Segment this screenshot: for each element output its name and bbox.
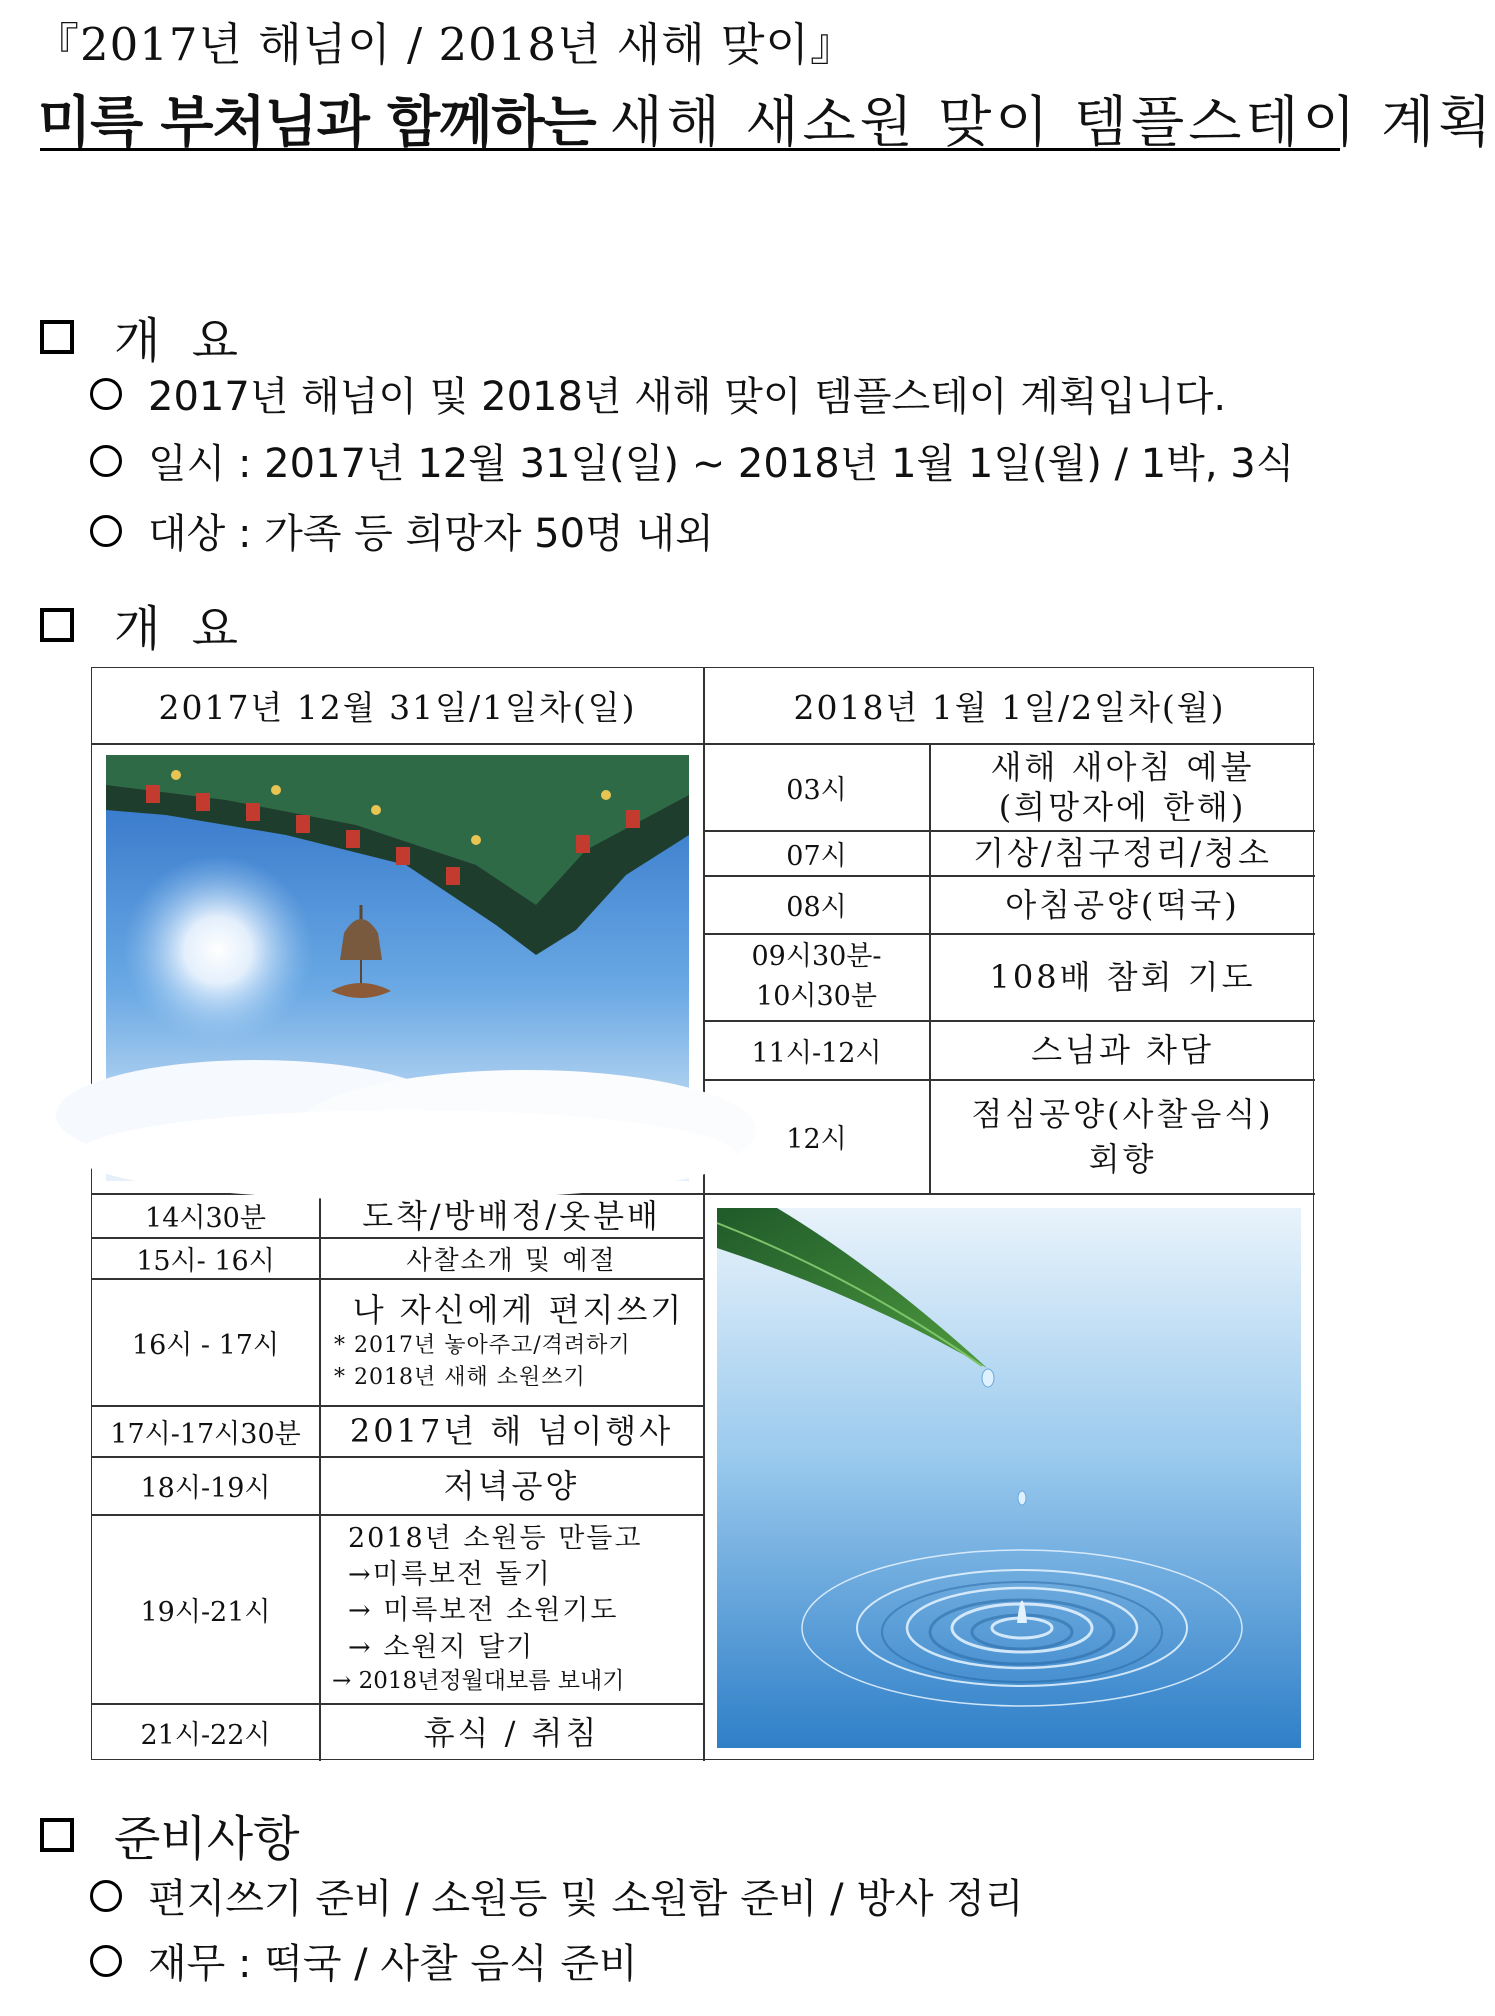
day1-header: 2017년 12월 31일/1일차(일)	[158, 688, 637, 727]
day1-activity: 휴식 / 취침	[423, 1713, 600, 1752]
day1-time: 17시-17시30분	[110, 1418, 301, 1450]
schedule-table	[91, 667, 1314, 1760]
day2-time: 12시	[786, 1124, 847, 1155]
day2-time: 11시-12시	[751, 1037, 882, 1069]
square-bullet-icon	[40, 320, 74, 354]
day2-header: 2018년 1월 1일/2일차(월)	[793, 688, 1226, 727]
day2-activity: 점심공양(사찰음식) 회향	[971, 1094, 1274, 1178]
day1-time: 14시30분	[145, 1203, 266, 1234]
day2-activity: 새해 새아침 예불 (희망자에 한해)	[990, 748, 1255, 826]
circle-bullet-icon	[90, 515, 122, 547]
document-subtitle: 『2017년 해넘이 / 2018년 새해 맞이』	[34, 18, 856, 71]
square-bullet-icon	[40, 608, 74, 642]
circle-bullet-icon	[90, 1945, 122, 1977]
day1-activity: 나 자신에게 편지쓰기 * 2017년 놓아주고/격려하기 * 2018년 새해 소원쓰기	[334, 1291, 685, 1390]
day2-time: 07시	[786, 840, 847, 872]
day2-time: 09시30분- 10시30분	[751, 940, 882, 1012]
title-underline	[40, 148, 1340, 151]
day1-time: 19시-21시	[140, 1596, 271, 1628]
square-bullet-icon	[40, 1818, 74, 1852]
circle-bullet-icon	[90, 1880, 122, 1912]
preparation-item: 편지쓰기 준비 / 소원등 및 소원함 준비 / 방사 정리	[90, 1867, 1024, 1924]
title-bold-part: 미륵 부처님과 함께하는	[38, 90, 596, 154]
day2-activity: 기상/침구정리/청소	[973, 834, 1272, 872]
day1-activity: 도착/방배정/옷분배	[362, 1196, 661, 1235]
day2-activity: 108배 참회 기도	[989, 958, 1256, 996]
overview-heading: 개 요	[40, 302, 246, 371]
overview-item: 대상 : 가족 등 희망자 50명 내외	[90, 502, 714, 559]
day2-time: 03시	[786, 774, 847, 806]
title-rest-part: 새해 새소원 맞이 템플스테이 계획	[609, 90, 1495, 154]
overview-item: 일시 : 2017년 12월 31일(일) ~ 2018년 1월 1일(월) / 1박, 3식	[90, 432, 1294, 489]
day2-activity: 아침공양(떡국)	[1005, 885, 1240, 924]
day2-activity: 스님과 차담	[1031, 1031, 1214, 1069]
day1-time: 16시 - 17시	[131, 1329, 280, 1361]
circle-bullet-icon	[90, 378, 122, 410]
overview-item: 2017년 해넘이 및 2018년 새해 맞이 템플스테이 계획입니다.	[90, 365, 1226, 422]
day1-time: 21시-22시	[140, 1720, 271, 1751]
schedule-heading: 개 요	[40, 590, 246, 659]
water-droplet-photo	[717, 1208, 1301, 1748]
document-title	[38, 78, 1495, 157]
day1-time: 18시-19시	[140, 1473, 271, 1504]
circle-bullet-icon	[90, 445, 122, 477]
temple-eaves-photo	[106, 755, 689, 1181]
day1-activity: 2018년 소원등 만들고 →미륵보전 돌기 → 미륵보전 소원기도 → 소원지 달기 → 2018년정월대보름 보내기	[332, 1522, 643, 1695]
preparation-heading: 준비사항	[40, 1800, 299, 1869]
day1-activity: 2017년 해 넘이행사	[349, 1412, 674, 1450]
preparation-item: 재무 : 떡국 / 사찰 음식 준비	[90, 1932, 638, 1989]
day2-time: 08시	[786, 892, 847, 923]
day1-activity: 저녁공양	[443, 1466, 580, 1505]
day1-time: 15시- 16시	[136, 1245, 275, 1277]
day1-activity: 사찰소개 및 예절	[406, 1245, 617, 1276]
